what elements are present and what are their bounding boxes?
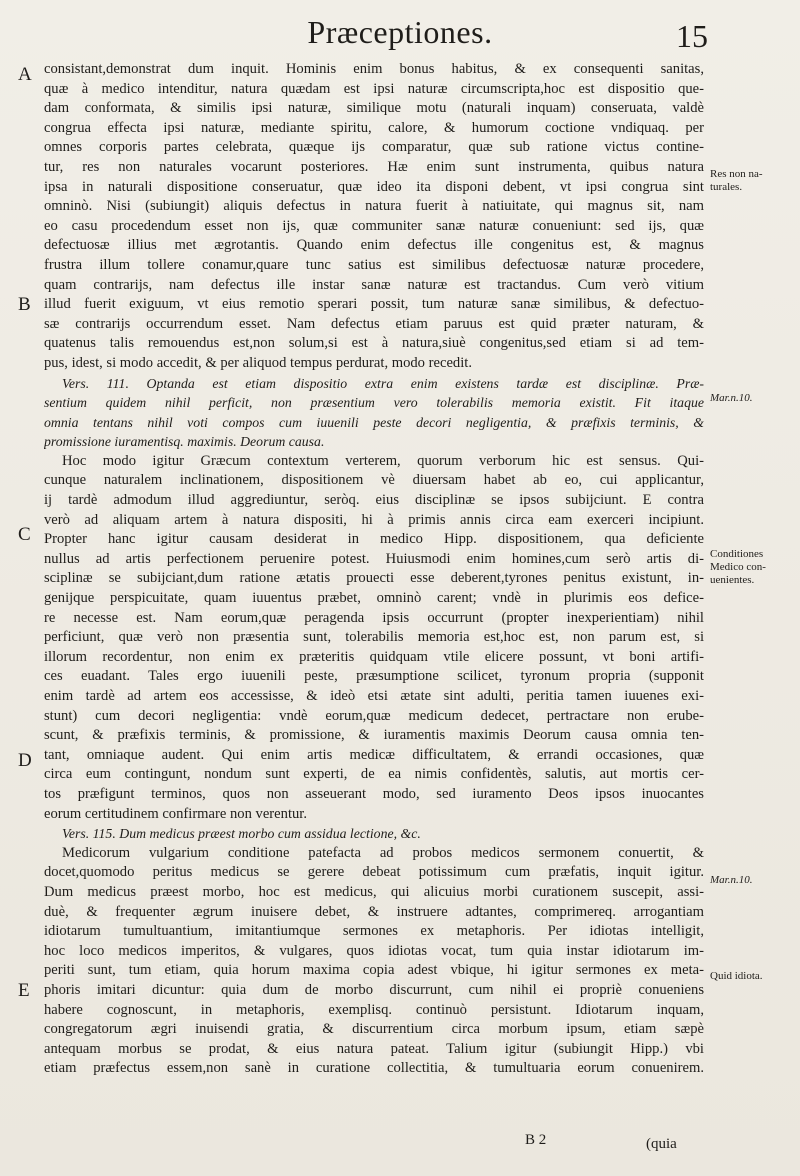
text-line: idiotarum tumultuantium, imitantiumque sermones ex metaphoris. Per idiotas intelligit, (44, 923, 704, 940)
text-line: eorum certitudinem confirmare non verentur. (44, 805, 307, 822)
text-line: etiam præfectus essem,non sanè in curatione collectitia, & tumultuaria eorum conuenirem. (44, 1060, 704, 1077)
margin-note-quid-idiota: Quid idiota. (710, 970, 763, 982)
text-line: quatenus talis remouendus est,non solum,si est à natura,siuè congenitus,sed etiam si ad tem- (44, 335, 704, 352)
verse-111-line: omnia tentans nihil voti compos cum iuuenili peste decori negligentia, & præfixis terminis, & (44, 414, 704, 430)
text-line: illorum recordentur, non enim ex præteritis quidquam vtile elicere possunt, vt boni artifi- (44, 648, 704, 665)
text-line: circa eum contingunt, nondum sunt experti, de ea nimis confidentès, salutis, aut mortis cer- (44, 766, 704, 783)
text-line: stunt) cum decori negligentia: vndè eorum,quæ medicum dedecet, pertractare non erube- (44, 707, 704, 724)
text-line: enim tardè ad artem eos accessisse, & ideò etsi ætate sint adulti, peritia tamen iuuenes exi- (44, 688, 704, 704)
text-line: sciplinæ se subijciant,dum ratione ætatis prouecti esse deberent,tyrones penitus existunt, in- (44, 570, 704, 587)
section-letter-e: E (18, 980, 30, 1001)
text-line: habere cognoscunt, in metaphoris, exemplisq. continuò persistunt. Idiotarum inquam, (44, 1001, 704, 1018)
text-line: congregatorum ægri inuisendi gratia, & discurrentium circa morbum ipsum, etiam sæpè (44, 1021, 704, 1038)
text-line: verò ad aliquam artem à natura dispositi, hi à primis annis circa eam exerceri incipiunt. (44, 511, 704, 528)
section-letter-c: C (18, 524, 31, 545)
running-head: Præceptiones. (307, 14, 493, 50)
text-line: omninò. Nisi (subiungit) aliquis defectus in natura fuerit à natiuitate, qui magnus sit, nam (44, 198, 704, 215)
text-line: genijque perspicuitate, quam iuuentus præbet, omninò carent; vndè in plurimis eos defice- (44, 590, 704, 607)
verse-111-line: sentium quidem nihil perficit, non præsentium vero tolerabilis memoria existit. Fit itaque (44, 395, 704, 411)
section-letter-a: A (18, 64, 32, 85)
margin-note-res-non-naturales: Res non na- turales. (710, 168, 763, 193)
text-line: tos præfigunt terminos, quos non asseuerant modo, sed iuramento Deos ipsos inuocantes (44, 785, 704, 802)
text-line: dam conformata, & similis ipsi naturæ, similique motu (naturali inquam) conseruata, valdè (44, 100, 704, 117)
text-line: omnes corporis partes celebrata, quæque ijs comparatur, quæ sub ratione victus contine- (44, 139, 704, 156)
text-line: frustra illum tollere conamur,quare tunc satius est similibus defectuosæ naturæ procedere, (44, 256, 704, 273)
text-line: illud fuerit exiguum, vt eius remotio sperari possit, tum naturæ sanæ similibus, & defectuo- (44, 296, 704, 313)
text-line: duè, & frequenter ægrum inuisere debet, & instruere adtantes, comprimereq. arrogantiam (44, 903, 704, 920)
text-line: periti sunt, tum etiam, quia horum maxima copia adest vbique, hi igitur sermones ex meta- (44, 962, 704, 979)
main-text (44, 60, 704, 1079)
verse-111-line: Vers. 111. Optanda est etiam dispositio extra enim existens tardæ est disciplinæ. Præ- (62, 375, 704, 391)
margin-note-marginal-reference: Mar.n.10. (710, 874, 753, 886)
text-line: ces euadant. Tales ergo iuuenili peste, præsumptione scilicet, tyronum propria (supponit (44, 668, 704, 685)
text-line: tant, omniaque audent. Qui enim artis medicæ difficultatem, & errandi occasiones, quæ (44, 746, 704, 763)
text-line: phoris imitari dicuntur: quia dum de morbo discurrunt, cum nihil ei propriè conueniens (44, 981, 704, 998)
text-line: ij tardè admodum illud aggrediuntur, seròq. eius disciplinæ se ipsos subijciunt. E contra (44, 492, 704, 509)
text-line: scunt, & præfixis terminis, & promissione, & iuramentis maximis Deorum causa omnia ten- (44, 727, 704, 744)
catchword: (quia (646, 1136, 677, 1152)
text-line: Medicorum vulgarium conditione patefacta ad probos medicos sermonem conuertit, & (62, 844, 704, 861)
text-line: consistant,demonstrat dum inquit. Hominis enim bonus habitus, & ex consequenti sanitas, (44, 61, 704, 77)
verse-111-line: promissione iuramentisq. maximis. Deorum causa. (44, 434, 325, 450)
verse-115-line: Vers. 115. Dum medicus præest morbo cum assidua lectione, &c. (62, 826, 421, 842)
text-line: hoc loco medicos imperitos, & vulgares, quos idiotas vocat, tum quia instar idiotarum im- (44, 942, 704, 959)
text-line: eo casu procedendum esset non ijs, quæ communiter sanæ naturæ conueniunt: sed ijs, quæ (44, 217, 704, 234)
text-line: nullus ad artis perfectionem peruenire potest. Huiusmodi enim homines,cum serò artis di- (44, 550, 704, 567)
text-line: docet,quomodo peritus medicus se gerere debeat potissimum cum præfatis, inquit igitur. (44, 864, 704, 881)
text-line: tur, res non naturales vocarunt posteriores. Hæ enim sunt instrumenta, quibus natura (44, 158, 704, 175)
text-line: cunque naturalem inclinationem, dispositionem vè diuersam habet ab eo, cui applicantur, (44, 472, 704, 489)
text-line: sæ contrarijs occurrendum esset. Nam defectus etiam paruus est quid præter naturam, & (44, 315, 704, 332)
text-line: Dum medicus præest morbo, hoc est medicus, qui alicuius morbi curationem suscepit, assi- (44, 883, 704, 900)
text-line: congrua effecta ipsi naturæ, mediante spiritu, calore, & humorum coctione vndiquaq. per (44, 119, 704, 136)
text-line: Propter hanc igitur causam desiderat in medico Hipp. dispositionem, qua deficiente (44, 531, 704, 548)
signature-mark: B 2 (525, 1132, 547, 1148)
text-line: perficiunt, quæ verò non præsentia sunt, tolerabilis memoria est,hoc est, non parum est, si (44, 629, 704, 646)
text-line: ipsa in naturali dispositione conseruatur, quæ ideo ita disponi debent, vt ipsi congrua sint (44, 178, 704, 195)
text-line: quæ à medico intenditur, natura quædam est ipsi naturæ circumscriptа,hoc est dispositio que- (44, 80, 704, 97)
section-letter-d: D (18, 750, 32, 771)
margin-note-conditiones: Conditiones Medico con- uenientes. (710, 548, 766, 586)
section-letter-b: B (18, 294, 31, 315)
text-line: Hoc modo igitur Græcum contextum verterem, quorum verborum hic est sensus. Qui- (62, 452, 704, 469)
text-line: defectuosæ illius met ægrotantis. Quando enim defectus ille congenitus est, & magnus (44, 237, 704, 254)
margin-note-marginal-reference: Mar.n.10. (710, 392, 753, 404)
text-line: antequam morbus se prodat, & eius natura pateat. Talium igitur (subiungit Hipp.) vbi (44, 1040, 704, 1057)
text-line: quam contrarijs, nam defectus ille instar sanæ naturæ est tractandus. Cum verò vitium (44, 276, 704, 293)
text-line: pus, idest, si modo accedit, & per aliquod tempus perdurat, modo recedit. (44, 354, 472, 371)
text-line: re necesse est. Nam eorum,quæ peragenda ipsis occurrunt (propter inexperientiam) nihil (44, 609, 704, 626)
page-number: 15 (676, 18, 708, 54)
